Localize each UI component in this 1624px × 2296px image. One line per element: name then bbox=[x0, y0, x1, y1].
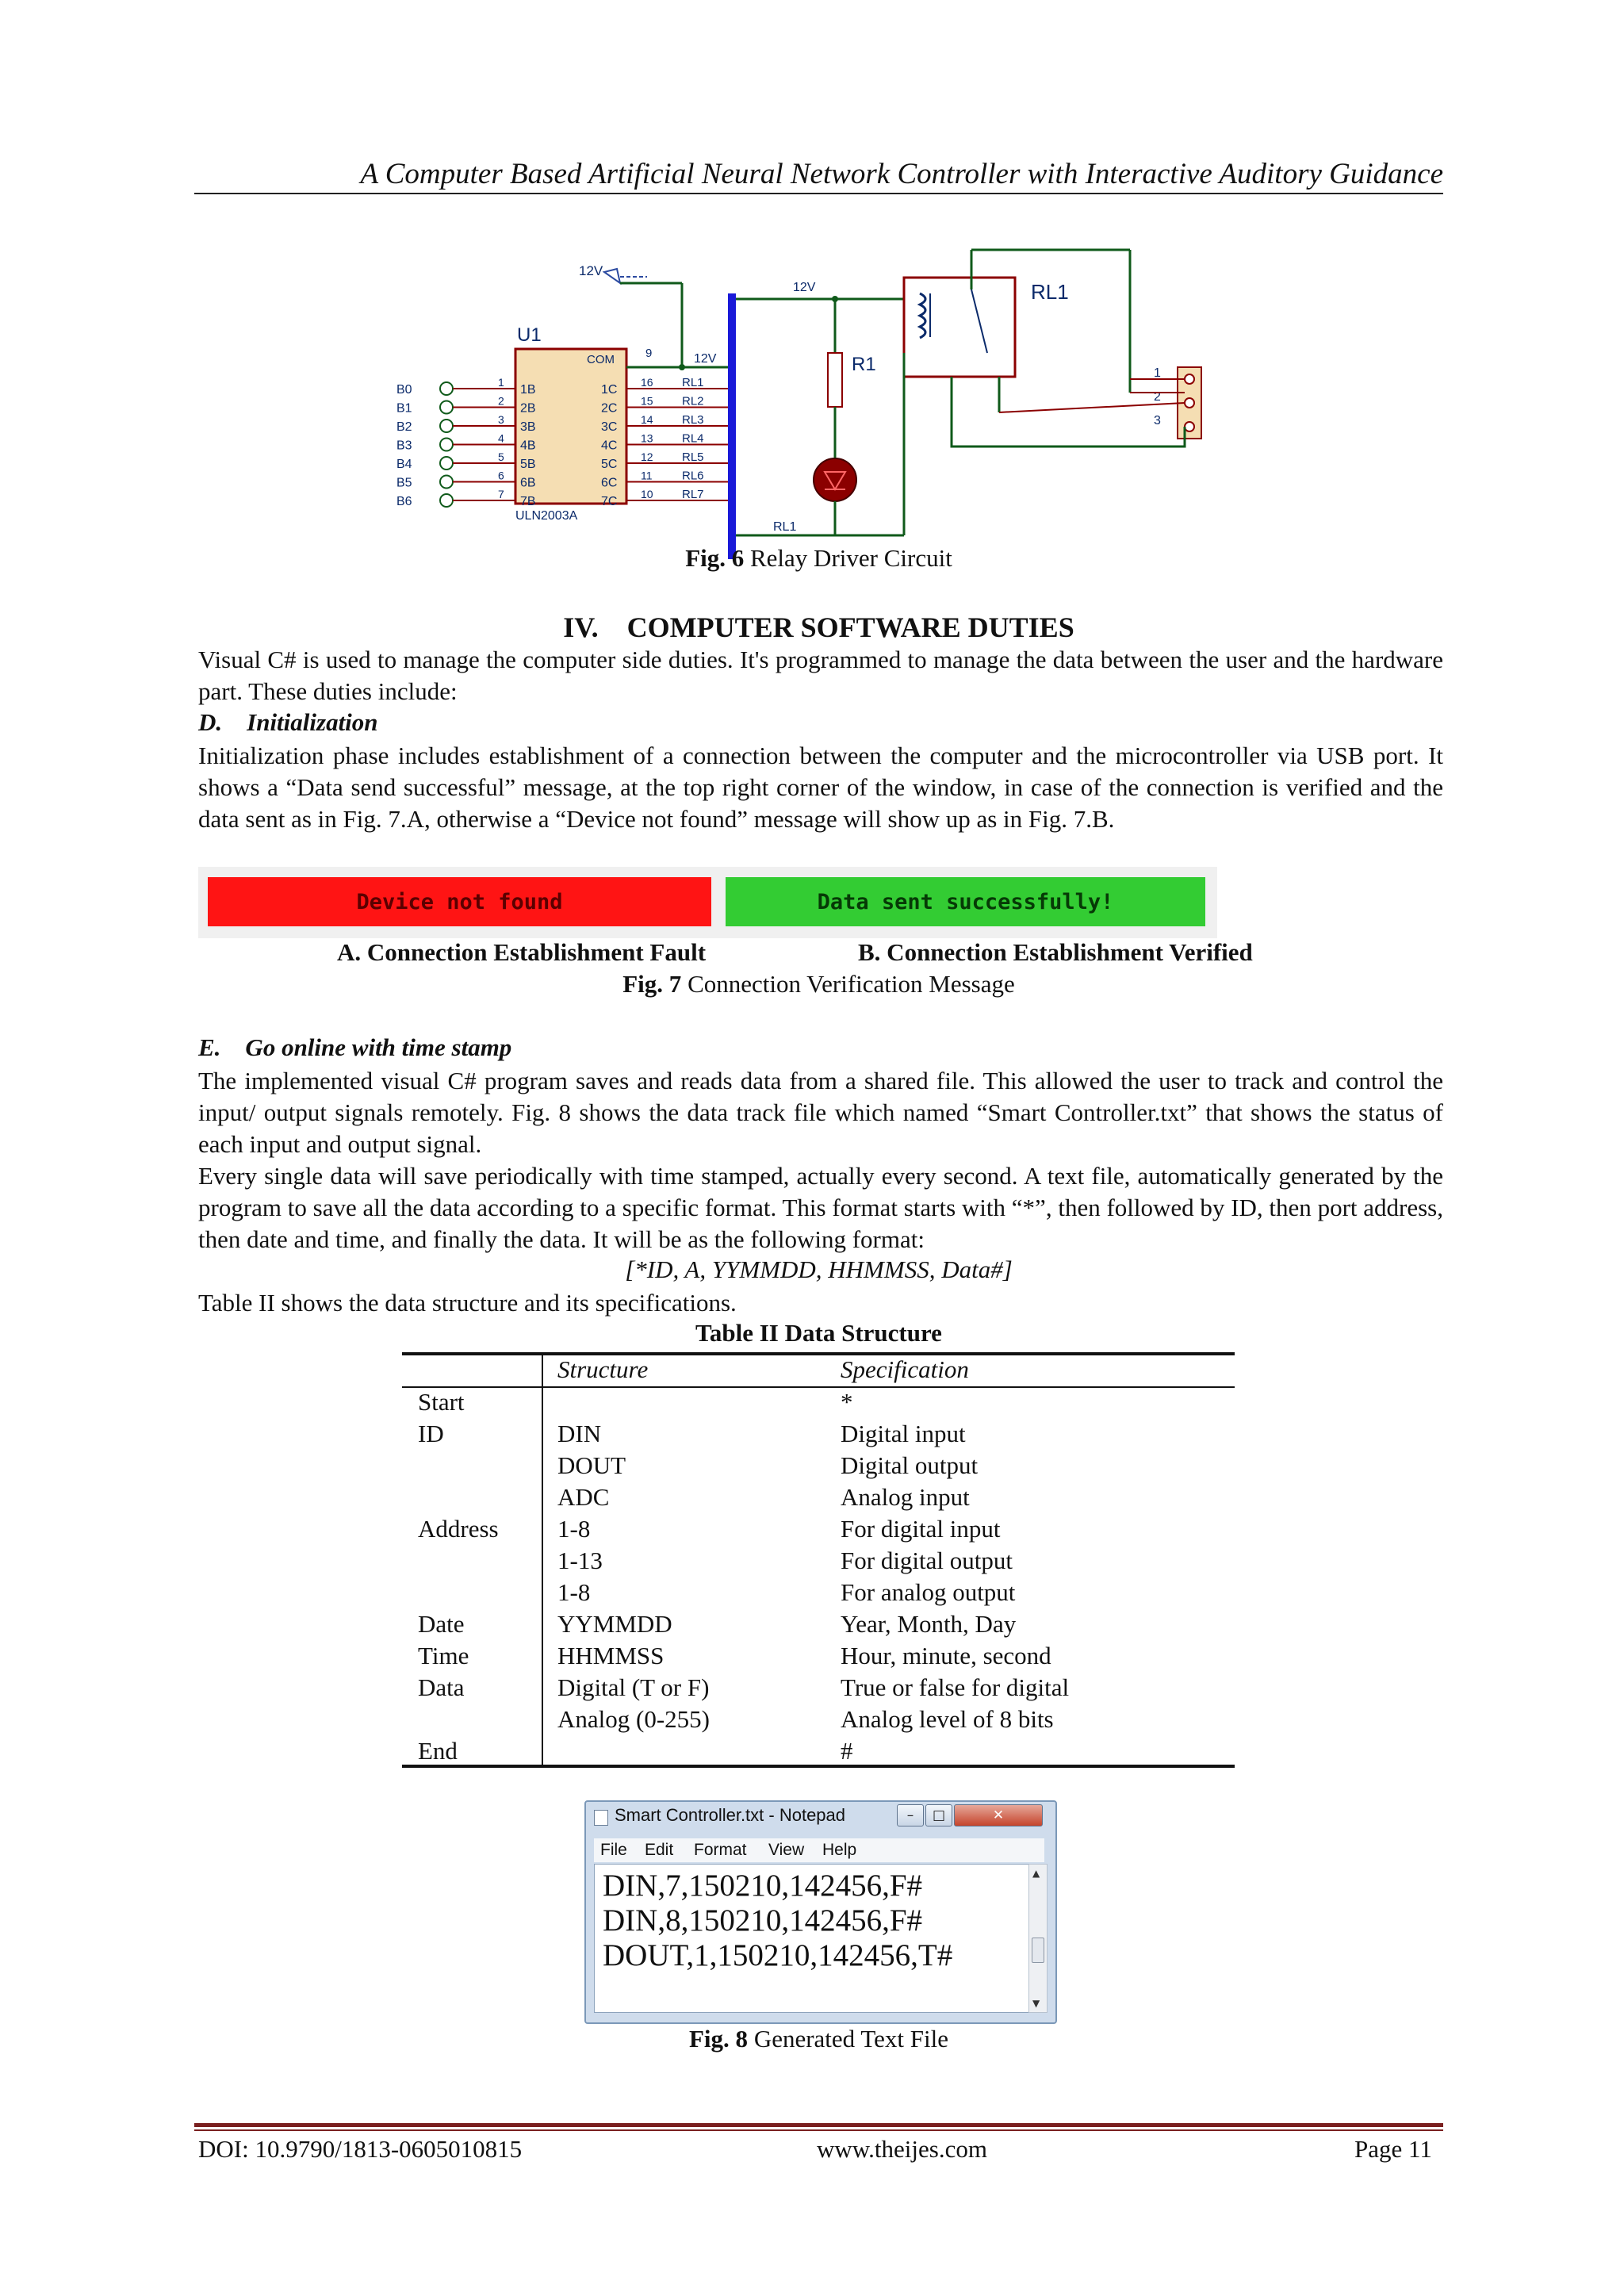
table-cell-specification: Hour, minute, second bbox=[841, 1642, 1051, 1669]
input-net-label: B0 bbox=[396, 383, 412, 397]
table-cell-specification: For digital output bbox=[841, 1547, 1013, 1574]
table-cell-structure: 1-8 bbox=[557, 1515, 591, 1543]
com-node bbox=[679, 364, 685, 370]
table-intro: Table II shows the data structure and its specifications. bbox=[198, 1289, 737, 1317]
input-pin-name: 3B bbox=[520, 420, 536, 434]
led-net-label: RL1 bbox=[773, 520, 797, 534]
terminal-label-2: 2 bbox=[1154, 390, 1161, 404]
notepad-window bbox=[584, 1800, 1057, 2024]
output-pin-number: 12 bbox=[641, 450, 653, 463]
table-header-structure: Structure bbox=[557, 1355, 649, 1383]
output-pin-number: 15 bbox=[641, 394, 653, 408]
input-net-label: B5 bbox=[396, 476, 412, 490]
r1-label: R1 bbox=[852, 354, 876, 375]
input-pin-name: 7B bbox=[520, 495, 536, 508]
vertical-scrollbar[interactable] bbox=[1028, 1864, 1048, 2013]
fig7-caption-label: Fig. 7 bbox=[622, 970, 682, 998]
table-cell-structure: YYMMDD bbox=[557, 1610, 672, 1638]
output-net-label: RL3 bbox=[682, 413, 704, 427]
subheading-initialization: D. Initialization bbox=[198, 708, 378, 736]
table-cell-structure: ADC bbox=[557, 1483, 610, 1511]
r1-resistor bbox=[828, 353, 842, 407]
output-pin-name: 5C bbox=[601, 458, 618, 471]
fig6-caption bbox=[194, 544, 1443, 573]
input-pin-name: 2B bbox=[520, 401, 536, 416]
text-line-3: DOUT,1,150210,142456,T# bbox=[603, 1938, 953, 1972]
fig8-caption-text: Generated Text File bbox=[748, 2025, 948, 2053]
input-pin-number: 4 bbox=[498, 431, 504, 445]
input-pin-number: 5 bbox=[498, 450, 504, 463]
connection-messages bbox=[198, 867, 1217, 938]
table-cell-specification: Year, Month, Day bbox=[841, 1610, 1017, 1638]
output-net-label: RL4 bbox=[682, 431, 704, 446]
ic-com-pin: 9 bbox=[645, 347, 653, 360]
data-sent-message: Data sent successfully! bbox=[726, 877, 1205, 926]
scroll-up-icon[interactable]: ▲ bbox=[1032, 1868, 1040, 1879]
notepad-icon bbox=[594, 1810, 608, 1826]
minimize-button[interactable]: – bbox=[897, 1804, 924, 1826]
table-cell-structure: DIN bbox=[557, 1420, 602, 1447]
input-terminal bbox=[440, 457, 453, 470]
online-paragraph-2: Every single data will save periodically with time stamped, actually every second. A text file, automatically generated by the program to save all the data according to a specific format. This format starts with “*”, then followed by ID, then port address, then date and time, and finally the data. It will be as the following format: bbox=[198, 1162, 1443, 1253]
output-pin-name: 4C bbox=[601, 439, 618, 453]
supply-label: 12V bbox=[579, 263, 603, 278]
menu-help[interactable]: Help bbox=[822, 1841, 857, 1859]
table-cell-specification: For digital input bbox=[841, 1515, 1001, 1543]
notepad-text-area[interactable] bbox=[594, 1864, 1030, 2013]
fig6-caption-label: Fig. 6 bbox=[685, 544, 745, 572]
running-header: A Computer Based Artificial Neural Network Controller with Interactive Auditory Guidance bbox=[360, 158, 1443, 190]
bus-label: 12V bbox=[694, 352, 717, 366]
input-pin-number: 7 bbox=[498, 488, 504, 500]
table-header-rule bbox=[402, 1386, 1235, 1388]
input-terminal bbox=[440, 494, 453, 507]
input-net-label: B4 bbox=[396, 458, 412, 471]
ic-part-label: ULN2003A bbox=[515, 509, 578, 523]
table-cell-specification: # bbox=[841, 1737, 853, 1765]
output-pin-number: 10 bbox=[641, 488, 653, 500]
terminal-label-3: 3 bbox=[1154, 414, 1161, 427]
output-net-label: RL5 bbox=[682, 450, 704, 464]
ic-label: U1 bbox=[517, 324, 542, 346]
fig8-caption-label: Fig. 8 bbox=[689, 2025, 749, 2053]
footer-page-number: Page 11 bbox=[1354, 2135, 1432, 2163]
table-cell-field: ID bbox=[418, 1420, 444, 1447]
table-cell-structure: Digital (T or F) bbox=[557, 1673, 710, 1701]
output-net-label: RL2 bbox=[682, 394, 704, 408]
table-cell-field: Data bbox=[418, 1673, 465, 1701]
output-net-label: RL6 bbox=[682, 469, 704, 483]
footer-website: www.theijes.com bbox=[817, 2135, 987, 2163]
text-line-1: DIN,7,150210,142456,F# bbox=[603, 1869, 923, 1903]
output-pin-number: 11 bbox=[641, 469, 653, 482]
table-top-rule bbox=[402, 1352, 1235, 1355]
table-header-specification: Specification bbox=[841, 1355, 969, 1383]
terminal-wire-2 bbox=[999, 403, 1185, 412]
data-structure-table bbox=[402, 1348, 1235, 1770]
output-pin-name: 3C bbox=[601, 420, 618, 434]
device-not-found-message: Device not found bbox=[208, 877, 711, 926]
input-pin-number: 3 bbox=[498, 413, 504, 426]
table-cell-specification: Analog input bbox=[841, 1483, 970, 1511]
initialization-paragraph: Initialization phase includes establishment of a connection between the computer and the microcontroller via USB port. It shows a “Data send successful” message, at the top right corner of the window, in case of the connection is verified and the data sent as in Fig. 7.A, otherwise a “Device not found” message will show up as in Fig. 7.B. bbox=[198, 742, 1443, 833]
maximize-button[interactable]: □ bbox=[925, 1804, 952, 1826]
scroll-thumb[interactable] bbox=[1032, 1938, 1044, 1963]
table-cell-specification: Digital output bbox=[841, 1451, 979, 1479]
table-cell-specification: * bbox=[841, 1388, 853, 1416]
footer-rule-thick bbox=[194, 2123, 1443, 2127]
notepad-menu-bar bbox=[594, 1838, 1044, 1862]
table-cell-field: Date bbox=[418, 1610, 465, 1638]
input-net-label: B3 bbox=[396, 439, 412, 453]
menu-file[interactable]: File bbox=[600, 1841, 627, 1859]
output-pin-number: 13 bbox=[641, 431, 653, 445]
input-net-label: B1 bbox=[396, 401, 412, 416]
input-terminal bbox=[440, 382, 453, 395]
relay-label: RL1 bbox=[1031, 280, 1069, 304]
terminal-label-1: 1 bbox=[1154, 366, 1161, 380]
table-cell-structure: HHMMSS bbox=[557, 1642, 665, 1669]
input-terminal bbox=[440, 476, 453, 489]
table-cell-field: Start bbox=[418, 1388, 465, 1416]
terminal-pin-1 bbox=[1185, 374, 1194, 384]
menu-format[interactable]: Format bbox=[694, 1841, 747, 1859]
led-indicator bbox=[814, 458, 856, 501]
supply-arrow bbox=[604, 269, 620, 283]
section-title: IV. COMPUTER SOFTWARE DUTIES bbox=[563, 611, 1074, 643]
input-pin-name: 5B bbox=[520, 458, 536, 471]
output-pin-name: 6C bbox=[601, 476, 618, 490]
fig7-caption bbox=[194, 970, 1443, 999]
input-pin-number: 2 bbox=[498, 394, 504, 408]
header-rule bbox=[194, 193, 1443, 194]
subheading-online: E. Go online with time stamp bbox=[198, 1033, 512, 1061]
table-cell-structure: 1-13 bbox=[557, 1547, 603, 1574]
input-pin-number: 1 bbox=[498, 376, 504, 389]
table-cell-field: Address bbox=[418, 1515, 499, 1543]
text-line-2: DIN,8,150210,142456,F# bbox=[603, 1903, 923, 1938]
menu-view[interactable]: View bbox=[768, 1841, 805, 1859]
ic-com-label: COM bbox=[587, 353, 615, 366]
section-intro: Visual C# is used to manage the computer side duties. It's programmed to manage the data between the user and the hardware part. These duties include: bbox=[198, 646, 1443, 705]
table-bottom-rule bbox=[402, 1765, 1235, 1768]
rail-label: 12V bbox=[793, 281, 816, 294]
table-cell-specification: True or false for digital bbox=[841, 1673, 1070, 1701]
close-button[interactable]: ✕ bbox=[954, 1804, 1043, 1826]
table-cell-field: Time bbox=[418, 1642, 469, 1669]
table-cell-specification: For analog output bbox=[841, 1578, 1016, 1606]
input-pin-name: 6B bbox=[520, 476, 536, 490]
menu-edit[interactable]: Edit bbox=[645, 1841, 674, 1859]
notepad-title: Smart Controller.txt - Notepad bbox=[615, 1805, 846, 1825]
output-pin-number: 14 bbox=[641, 413, 653, 426]
fig7-subcaption-a: A. Connection Establishment Fault bbox=[337, 938, 707, 966]
fig6-caption-text: Relay Driver Circuit bbox=[744, 544, 952, 572]
table-cell-structure: Analog (0-255) bbox=[557, 1705, 710, 1733]
output-pin-number: 16 bbox=[641, 376, 653, 389]
notepad-title-bar bbox=[596, 1805, 845, 1826]
relay-driver-schematic bbox=[396, 234, 1237, 567]
output-pin-name: 1C bbox=[601, 383, 618, 397]
output-net-label: RL1 bbox=[682, 376, 704, 389]
bus-bar bbox=[728, 293, 736, 559]
terminal-pin-3 bbox=[1185, 422, 1194, 431]
input-pin-name: 1B bbox=[520, 383, 536, 397]
table-cell-field: End bbox=[418, 1737, 458, 1765]
footer-doi: DOI: 10.9790/1813-0605010815 bbox=[198, 2135, 523, 2163]
table-cell-specification: Analog level of 8 bits bbox=[841, 1705, 1054, 1733]
table-cell-specification: Digital input bbox=[841, 1420, 966, 1447]
input-net-label: B2 bbox=[396, 420, 412, 434]
output-net-label: RL7 bbox=[682, 488, 704, 501]
online-paragraph-1: The implemented visual C# program saves and reads data from a shared file. This allowed the user to track and control the input/ output signals remotely. Fig. 8 shows the data track file which named “Smart Controller.txt” that shows the status of each input and output signal. bbox=[198, 1067, 1443, 1158]
input-pin-name: 4B bbox=[520, 439, 536, 453]
input-terminal bbox=[440, 420, 453, 432]
output-pin-name: 7C bbox=[601, 495, 618, 508]
table-cell-structure: 1-8 bbox=[557, 1578, 591, 1606]
input-net-label: B6 bbox=[396, 495, 412, 508]
fig7-subcaption-b: B. Connection Establishment Verified bbox=[858, 938, 1253, 966]
fig8-caption bbox=[194, 2025, 1443, 2053]
footer-rule-thin bbox=[194, 2129, 1443, 2131]
terminal-pin-2 bbox=[1185, 398, 1194, 408]
fig7-caption-text: Connection Verification Message bbox=[681, 970, 1015, 998]
input-pin-number: 6 bbox=[498, 469, 504, 482]
scroll-down-icon[interactable]: ▼ bbox=[1032, 1998, 1040, 2009]
terminal-wire-3 bbox=[952, 427, 1185, 447]
output-pin-name: 2C bbox=[601, 401, 618, 416]
format-string: [*ID, A, YYMMDD, HHMMSS, Data#] bbox=[625, 1255, 1013, 1283]
table-title: Table II Data Structure bbox=[695, 1319, 942, 1347]
table-cell-structure: DOUT bbox=[557, 1451, 626, 1479]
table-column-divider bbox=[542, 1352, 543, 1765]
input-terminal bbox=[440, 401, 453, 414]
input-terminal bbox=[440, 439, 453, 451]
